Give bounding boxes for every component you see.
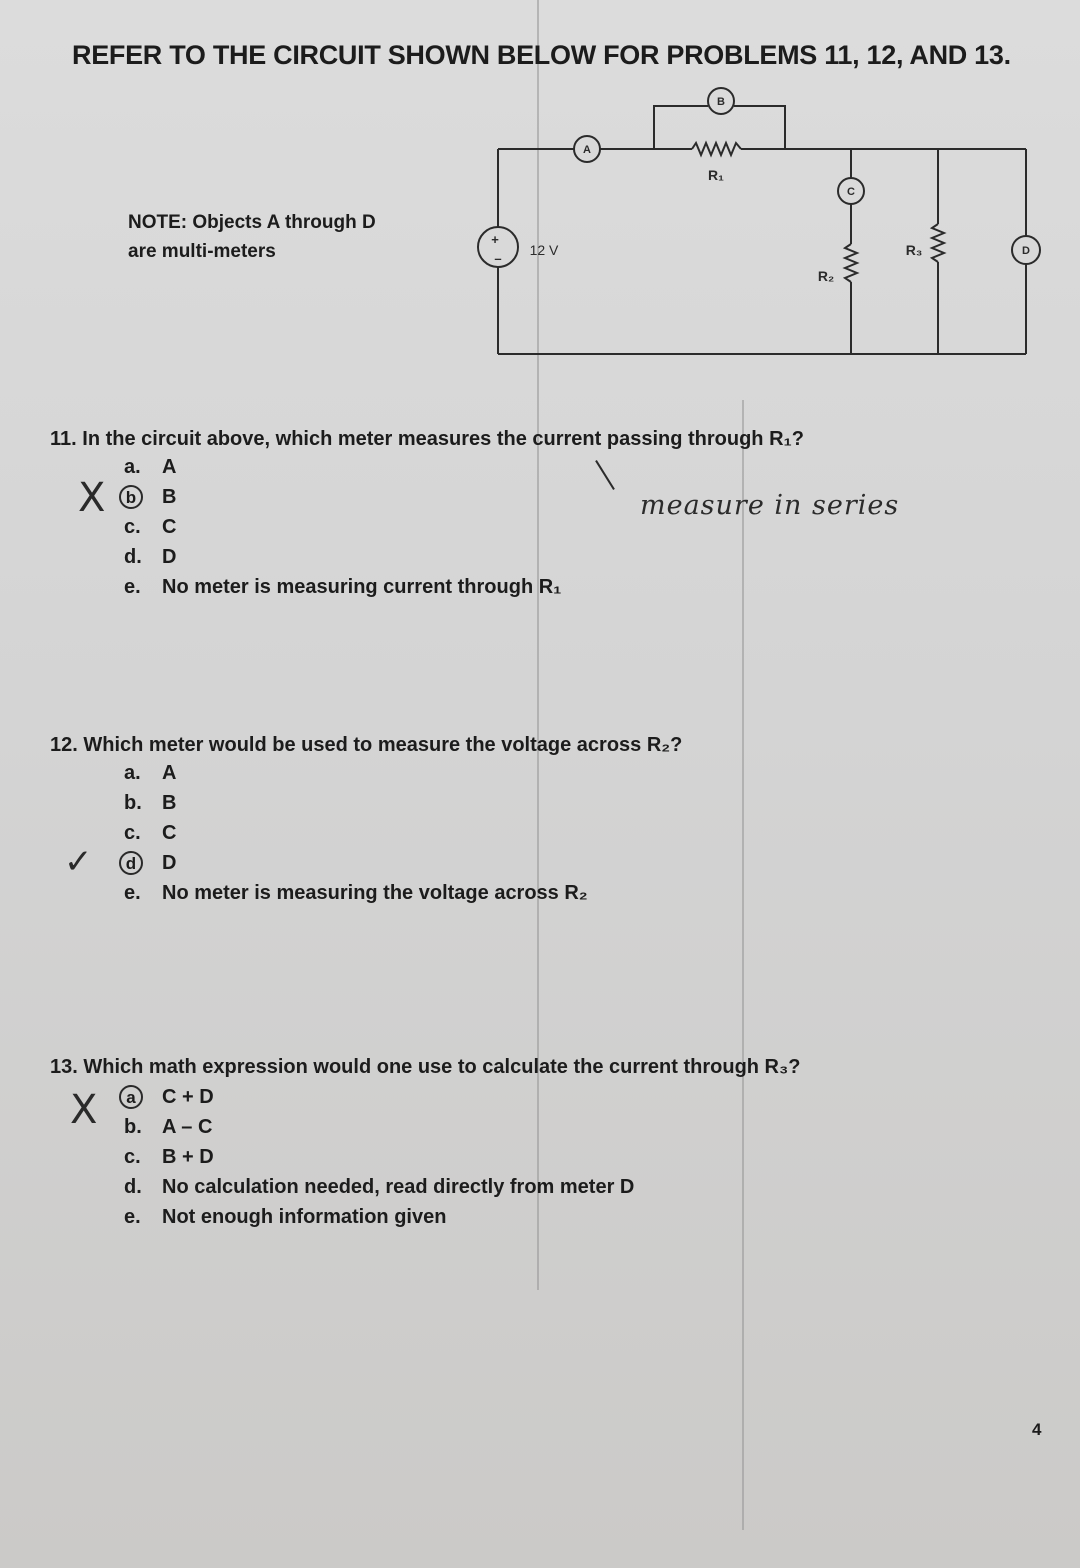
option-text: No meter is measuring current through R₁: [162, 576, 562, 598]
option-text: No calculation needed, read directly from meter D: [162, 1176, 635, 1198]
option-letter: e.: [124, 576, 141, 598]
resistor-r1: [692, 143, 741, 155]
option-text: No meter is measuring the voltage across R₂: [162, 882, 588, 904]
option-letter: b.: [124, 792, 142, 814]
option-text: D: [162, 852, 177, 874]
battery-voltage-label: 12 V: [529, 242, 559, 258]
meter-b-bracket-right: [734, 106, 785, 149]
option-text: A: [162, 456, 177, 478]
page-number: 4: [1032, 1420, 1042, 1439]
meter-b-bracket: [654, 106, 708, 149]
question-13: 13. Which math expression would one use to calculate the current through R₃?: [50, 1056, 801, 1078]
option-letter: a.: [124, 762, 141, 784]
paper-fold-line-lower: [742, 400, 744, 1530]
option-11b[interactable]: [124, 482, 561, 512]
circuit-diagram: [470, 84, 1050, 374]
option-12b[interactable]: [124, 788, 588, 818]
handwritten-note-q11: measure in series: [640, 490, 900, 521]
resistor-r3: [932, 224, 944, 262]
r1-label: R₁: [708, 167, 724, 183]
handwritten-arrow-line: [595, 460, 615, 490]
option-letter-circled: [124, 848, 162, 878]
option-13c[interactable]: [124, 1142, 634, 1172]
grade-check-mark-q12: ✓: [64, 842, 93, 882]
option-12d[interactable]: [124, 848, 588, 878]
option-letter: e.: [124, 882, 141, 904]
option-text: C + D: [162, 1086, 214, 1108]
grade-x-mark-q13: X: [70, 1087, 98, 1133]
resistor-r2: [845, 244, 857, 282]
option-11e[interactable]: [124, 572, 561, 602]
option-13b[interactable]: [124, 1112, 634, 1142]
option-11a[interactable]: [124, 452, 561, 482]
options-q13: [124, 1082, 634, 1232]
option-text: B + D: [162, 1146, 214, 1168]
r2-label: R₂: [817, 268, 835, 284]
meter-note: [128, 208, 376, 266]
option-letter-circled: [124, 482, 162, 512]
circled-answer-q12: d: [119, 851, 143, 875]
meter-b-label: B: [717, 96, 725, 108]
option-12a[interactable]: [124, 758, 588, 788]
circled-answer-q11: b: [119, 485, 143, 509]
meter-c-label: C: [847, 186, 855, 198]
option-text: Not enough information given: [162, 1206, 447, 1228]
option-letter: d.: [124, 1176, 142, 1198]
option-13e[interactable]: [124, 1202, 634, 1232]
option-text: A – C: [162, 1116, 213, 1138]
circled-answer-q13: a: [119, 1085, 143, 1109]
battery-plus: +: [491, 232, 499, 247]
option-13a[interactable]: [124, 1082, 634, 1112]
option-11d[interactable]: [124, 542, 561, 572]
option-letter: a.: [124, 456, 141, 478]
option-text: A: [162, 762, 177, 784]
option-letter: c.: [124, 822, 141, 844]
option-text: D: [162, 546, 177, 568]
question-12: 12. Which meter would be used to measure the voltage across R₂?: [50, 734, 683, 756]
options-q12: [124, 758, 588, 908]
option-letter: b.: [124, 1116, 142, 1138]
option-11c[interactable]: [124, 512, 561, 542]
option-12e[interactable]: [124, 878, 588, 908]
options-q11: [124, 452, 561, 602]
meter-d-label: D: [1022, 245, 1030, 257]
question-11: 11. In the circuit above, which meter measures the current passing through R₁?: [50, 428, 805, 450]
option-text: B: [162, 792, 177, 814]
option-letter-circled: [124, 1082, 162, 1112]
option-letter: c.: [124, 1146, 141, 1168]
page-title: REFER TO THE CIRCUIT SHOWN BELOW FOR PROBLEMS 11, 12, AND 13.: [72, 40, 1011, 70]
r3-label: R₃: [905, 242, 923, 258]
option-text: C: [162, 822, 177, 844]
meter-a-label: A: [583, 144, 591, 156]
option-13d[interactable]: [124, 1172, 634, 1202]
battery-minus: –: [494, 251, 502, 266]
option-letter: d.: [124, 546, 142, 568]
option-text: C: [162, 516, 177, 538]
option-12c[interactable]: [124, 818, 588, 848]
note-line-1: NOTE: Objects A through D: [128, 212, 376, 233]
note-line-2: are multi-meters: [128, 241, 276, 262]
grade-x-mark-q11: X: [78, 475, 106, 521]
option-text: B: [162, 486, 177, 508]
option-letter: e.: [124, 1206, 141, 1228]
option-letter: c.: [124, 516, 141, 538]
